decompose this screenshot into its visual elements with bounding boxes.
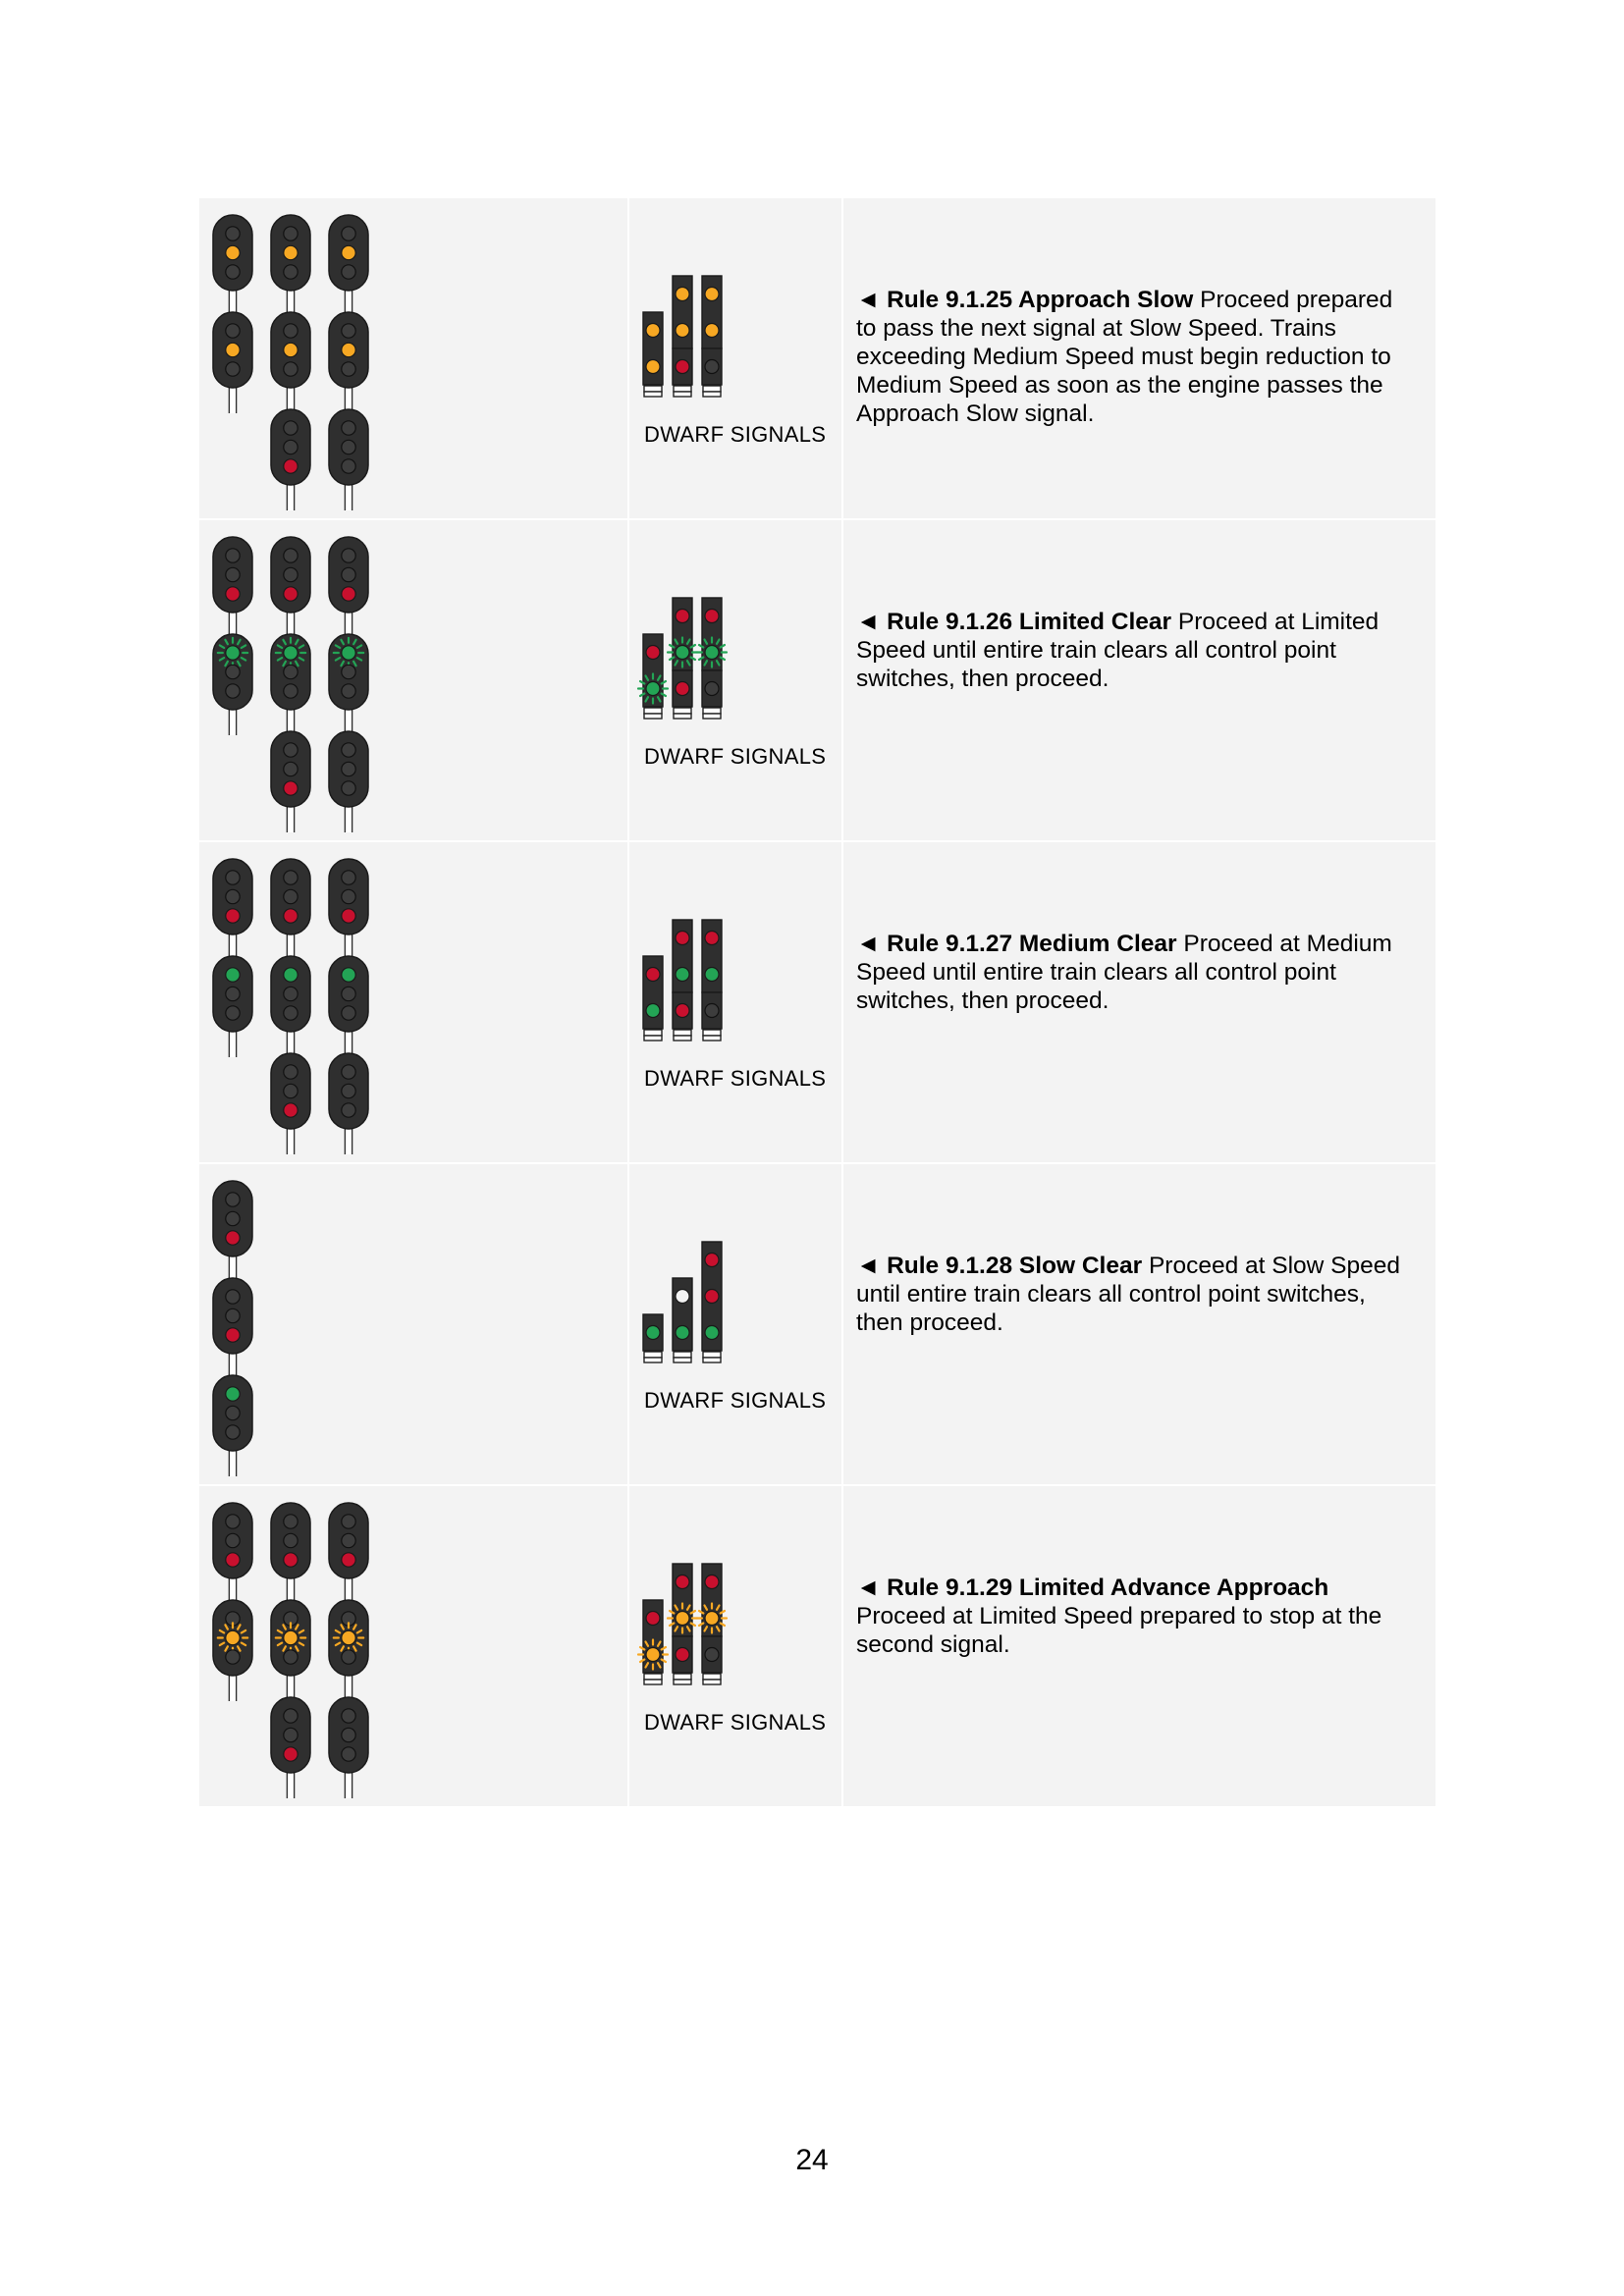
lamp-red: [676, 682, 689, 696]
lamp-red: [646, 968, 660, 982]
dwarf-signals-illustration: [629, 1486, 841, 1806]
lamp-off: [342, 743, 355, 757]
rule-title: [856, 1575, 1328, 1601]
dwarf-base: [644, 1030, 662, 1036]
dwarf-base: [703, 1352, 721, 1358]
dwarf-base: [644, 1352, 662, 1358]
lamp-off: [342, 889, 355, 903]
rule-title: [856, 609, 1171, 635]
lamp-off: [284, 1650, 298, 1664]
lamp-off: [284, 743, 298, 757]
lamp-off: [284, 227, 298, 240]
lamp-off: [226, 871, 240, 884]
lamp-off: [226, 227, 240, 240]
lamp-off: [226, 1290, 240, 1304]
rule-cell: [842, 198, 1435, 518]
lamp-off: [226, 665, 240, 678]
lamp-yellow: [226, 245, 240, 259]
rule-cell: [842, 1164, 1435, 1484]
dwarf-base: [644, 708, 662, 714]
lamp-off: [342, 871, 355, 884]
lamp-green: [705, 1326, 719, 1340]
page-number: 24: [795, 2144, 829, 2176]
lamp-off: [226, 567, 240, 581]
lamp-red: [705, 1575, 719, 1589]
dwarf-signals-label: DWARF SIGNALS: [644, 1710, 827, 1735]
mast-signals-cell: [199, 1486, 625, 1806]
pointer-arrow-icon: ◄: [856, 609, 881, 635]
rule-text: [856, 1252, 1418, 1337]
lamp-off: [342, 762, 355, 775]
rule-title: [856, 287, 1193, 313]
dwarf-base: [644, 386, 662, 392]
lamp-green: [676, 968, 689, 982]
dwarf-base: [674, 386, 691, 392]
rule-description: Proceed at Medium Speed until entire train clears all control point switches, then proceed.: [856, 931, 1392, 1014]
lamp-green: [342, 968, 355, 982]
lamp-off: [284, 684, 298, 698]
mast-signals-illustration: [199, 520, 625, 840]
lamp-off: [284, 1084, 298, 1097]
lamp-yellow-flash: [284, 1630, 298, 1644]
lamp-off: [226, 549, 240, 562]
lamp-red: [226, 587, 240, 601]
dwarf-signals-cell: [627, 520, 843, 840]
lamp-lunar: [676, 1290, 689, 1304]
lamp-red: [284, 781, 298, 795]
lamp-red: [284, 1747, 298, 1761]
lamp-off: [226, 1211, 240, 1225]
lamp-off: [226, 1425, 240, 1439]
lamp-off: [284, 440, 298, 454]
lamp-green-flash: [705, 646, 719, 660]
lamp-off: [226, 324, 240, 338]
lamp-green: [676, 1326, 689, 1340]
table-row: [199, 842, 1435, 1164]
rule-description: Proceed at Slow Speed until entire train clears all control point switches, then proceed.: [856, 1253, 1401, 1336]
lamp-red: [342, 587, 355, 601]
lamp-off: [342, 440, 355, 454]
dwarf-base: [674, 1030, 691, 1036]
lamp-off: [226, 684, 240, 698]
dwarf-base: [703, 1674, 721, 1680]
dwarf-signals-illustration: [629, 1164, 841, 1484]
lamp-yellow-flash: [705, 1612, 719, 1626]
lamp-off: [342, 1006, 355, 1020]
lamp-off: [342, 459, 355, 473]
lamp-green-flash: [646, 682, 660, 696]
lamp-off: [284, 265, 298, 279]
lamp-red: [705, 932, 719, 945]
lamp-yellow: [705, 288, 719, 301]
lamp-green: [705, 968, 719, 982]
lamp-off: [284, 324, 298, 338]
lamp-off: [342, 1103, 355, 1117]
lamp-red: [646, 646, 660, 660]
lamp-red: [676, 1004, 689, 1018]
lamp-yellow-flash: [342, 1630, 355, 1644]
table-row: [199, 520, 1435, 842]
lamp-off: [284, 1533, 298, 1547]
lamp-red: [226, 1231, 240, 1245]
lamp-off: [342, 781, 355, 795]
lamp-red: [342, 1553, 355, 1567]
signal-aspects-table: [199, 198, 1435, 1808]
dwarf-base: [674, 1674, 691, 1680]
lamp-off: [342, 1065, 355, 1079]
rule-title-text: Rule 9.1.29 Limited Advance Approach: [887, 1575, 1329, 1601]
lamp-off: [226, 362, 240, 376]
mast-signals-illustration: [199, 842, 625, 1162]
lamp-yellow-flash: [226, 1630, 240, 1644]
rule-cell: [842, 842, 1435, 1162]
lamp-off: [342, 1709, 355, 1723]
lamp-red: [284, 459, 298, 473]
rule-title-text: Rule 9.1.25 Approach Slow: [887, 287, 1194, 313]
table-row: [199, 1486, 1435, 1808]
mast-signals-cell: [199, 198, 625, 518]
mast-signals-cell: [199, 520, 625, 840]
pointer-arrow-icon: ◄: [856, 1253, 881, 1279]
lamp-off: [226, 987, 240, 1000]
lamp-green: [284, 968, 298, 982]
lamp-red: [676, 1648, 689, 1662]
lamp-red: [676, 360, 689, 374]
lamp-red: [676, 1575, 689, 1589]
lamp-red: [646, 1612, 660, 1626]
mast-signals-cell: [199, 1164, 625, 1484]
lamp-off: [226, 1006, 240, 1020]
lamp-yellow: [705, 324, 719, 338]
dwarf-base: [674, 1352, 691, 1358]
table-row: [199, 1164, 1435, 1486]
dwarf-base: [674, 708, 691, 714]
lamp-off: [284, 1709, 298, 1723]
dwarf-base: [703, 386, 721, 392]
dwarf-base: [644, 1674, 662, 1680]
lamp-red: [226, 1553, 240, 1567]
lamp-yellow: [284, 245, 298, 259]
lamp-yellow-flash: [676, 1612, 689, 1626]
rule-description: Proceed at Limited Speed prepared to stop at the second signal.: [856, 1603, 1382, 1658]
lamp-off: [342, 684, 355, 698]
lamp-green-flash: [342, 646, 355, 660]
lamp-yellow: [284, 343, 298, 356]
rule-title-text: Rule 9.1.28 Slow Clear: [887, 1253, 1143, 1279]
lamp-off: [284, 1006, 298, 1020]
rule-cell: [842, 1486, 1435, 1806]
lamp-off: [284, 421, 298, 435]
lamp-red: [284, 909, 298, 923]
lamp-off: [284, 549, 298, 562]
lamp-off: [342, 1084, 355, 1097]
lamp-off: [284, 889, 298, 903]
rule-description: Proceed at Limited Speed until entire train clears all control point switches, then proceed.: [856, 609, 1380, 692]
dwarf-signals-cell: [627, 1486, 843, 1806]
lamp-yellow-flash: [646, 1648, 660, 1662]
lamp-off: [226, 265, 240, 279]
rule-title: [856, 931, 1177, 957]
dwarf-signals-illustration: [629, 198, 841, 518]
lamp-off: [342, 1533, 355, 1547]
lamp-yellow: [342, 343, 355, 356]
lamp-green-flash: [676, 646, 689, 660]
lamp-red: [226, 909, 240, 923]
lamp-yellow: [646, 324, 660, 338]
dwarf-signals-label: DWARF SIGNALS: [644, 422, 827, 447]
lamp-off: [284, 762, 298, 775]
lamp-off: [342, 1728, 355, 1741]
lamp-off: [284, 665, 298, 678]
dwarf-base: [703, 1030, 721, 1036]
lamp-off: [342, 227, 355, 240]
lamp-off: [342, 1747, 355, 1761]
lamp-green: [226, 968, 240, 982]
rule-text: [856, 930, 1418, 1015]
lamp-off: [226, 1406, 240, 1419]
lamp-off: [226, 1533, 240, 1547]
rule-text: [856, 1574, 1418, 1659]
lamp-red: [705, 610, 719, 623]
lamp-off: [705, 682, 719, 696]
lamp-off: [284, 1515, 298, 1528]
mast-signals-illustration: [199, 1164, 625, 1484]
mast-signals-illustration: [199, 1486, 625, 1806]
lamp-off: [226, 1650, 240, 1664]
lamp-off: [342, 265, 355, 279]
dwarf-signals-label: DWARF SIGNALS: [644, 744, 827, 769]
dwarf-base: [703, 708, 721, 714]
lamp-yellow: [646, 360, 660, 374]
pointer-arrow-icon: ◄: [856, 931, 881, 957]
lamp-off: [342, 1650, 355, 1664]
lamp-off: [342, 324, 355, 338]
lamp-off: [705, 1648, 719, 1662]
lamp-off: [284, 987, 298, 1000]
lamp-off: [284, 1065, 298, 1079]
lamp-red: [284, 587, 298, 601]
rule-title-text: Rule 9.1.27 Medium Clear: [887, 931, 1177, 957]
lamp-red: [705, 1290, 719, 1304]
lamp-green-flash: [226, 646, 240, 660]
rule-title-text: Rule 9.1.26 Limited Clear: [887, 609, 1172, 635]
dwarf-signals-cell: [627, 1164, 843, 1484]
lamp-green-flash: [284, 646, 298, 660]
dwarf-signals-illustration: [629, 520, 841, 840]
lamp-green: [226, 1387, 240, 1401]
lamp-off: [342, 362, 355, 376]
pointer-arrow-icon: ◄: [856, 287, 881, 313]
lamp-red: [676, 932, 689, 945]
lamp-off: [284, 871, 298, 884]
lamp-yellow: [676, 288, 689, 301]
rule-description: Proceed prepared to pass the next signal at Slow Speed. Trains exceeding Medium Speed must begin reduction to Medium Speed as soon as the engine passes the Approach Slow signal.: [856, 287, 1393, 427]
dwarf-signals-illustration: [629, 842, 841, 1162]
dwarf-signals-cell: [627, 198, 843, 518]
lamp-red: [284, 1553, 298, 1567]
pointer-arrow-icon: ◄: [856, 1575, 881, 1601]
lamp-red: [342, 909, 355, 923]
mast-signals-illustration: [199, 198, 625, 518]
lamp-green: [646, 1326, 660, 1340]
lamp-off: [342, 665, 355, 678]
mast-signals-cell: [199, 842, 625, 1162]
rule-text: [856, 608, 1418, 693]
lamp-yellow: [342, 245, 355, 259]
dwarf-signals-label: DWARF SIGNALS: [644, 1388, 827, 1413]
lamp-off: [226, 1193, 240, 1206]
lamp-off: [342, 987, 355, 1000]
lamp-off: [284, 362, 298, 376]
lamp-green: [646, 1004, 660, 1018]
lamp-off: [226, 1515, 240, 1528]
lamp-yellow: [226, 343, 240, 356]
lamp-off: [226, 889, 240, 903]
lamp-off: [705, 1004, 719, 1018]
lamp-off: [284, 1728, 298, 1741]
lamp-yellow: [676, 324, 689, 338]
lamp-off: [226, 1308, 240, 1322]
lamp-off: [342, 1515, 355, 1528]
rule-title: [856, 1253, 1142, 1279]
lamp-off: [342, 421, 355, 435]
dwarf-signals-label: DWARF SIGNALS: [644, 1066, 827, 1091]
rule-text: [856, 286, 1418, 428]
lamp-off: [284, 567, 298, 581]
lamp-red: [676, 610, 689, 623]
lamp-red: [226, 1328, 240, 1342]
rule-cell: [842, 520, 1435, 840]
lamp-off: [705, 360, 719, 374]
lamp-off: [342, 549, 355, 562]
lamp-red: [705, 1254, 719, 1267]
lamp-off: [342, 567, 355, 581]
table-row: [199, 198, 1435, 520]
lamp-red: [284, 1103, 298, 1117]
dwarf-signals-cell: [627, 842, 843, 1162]
